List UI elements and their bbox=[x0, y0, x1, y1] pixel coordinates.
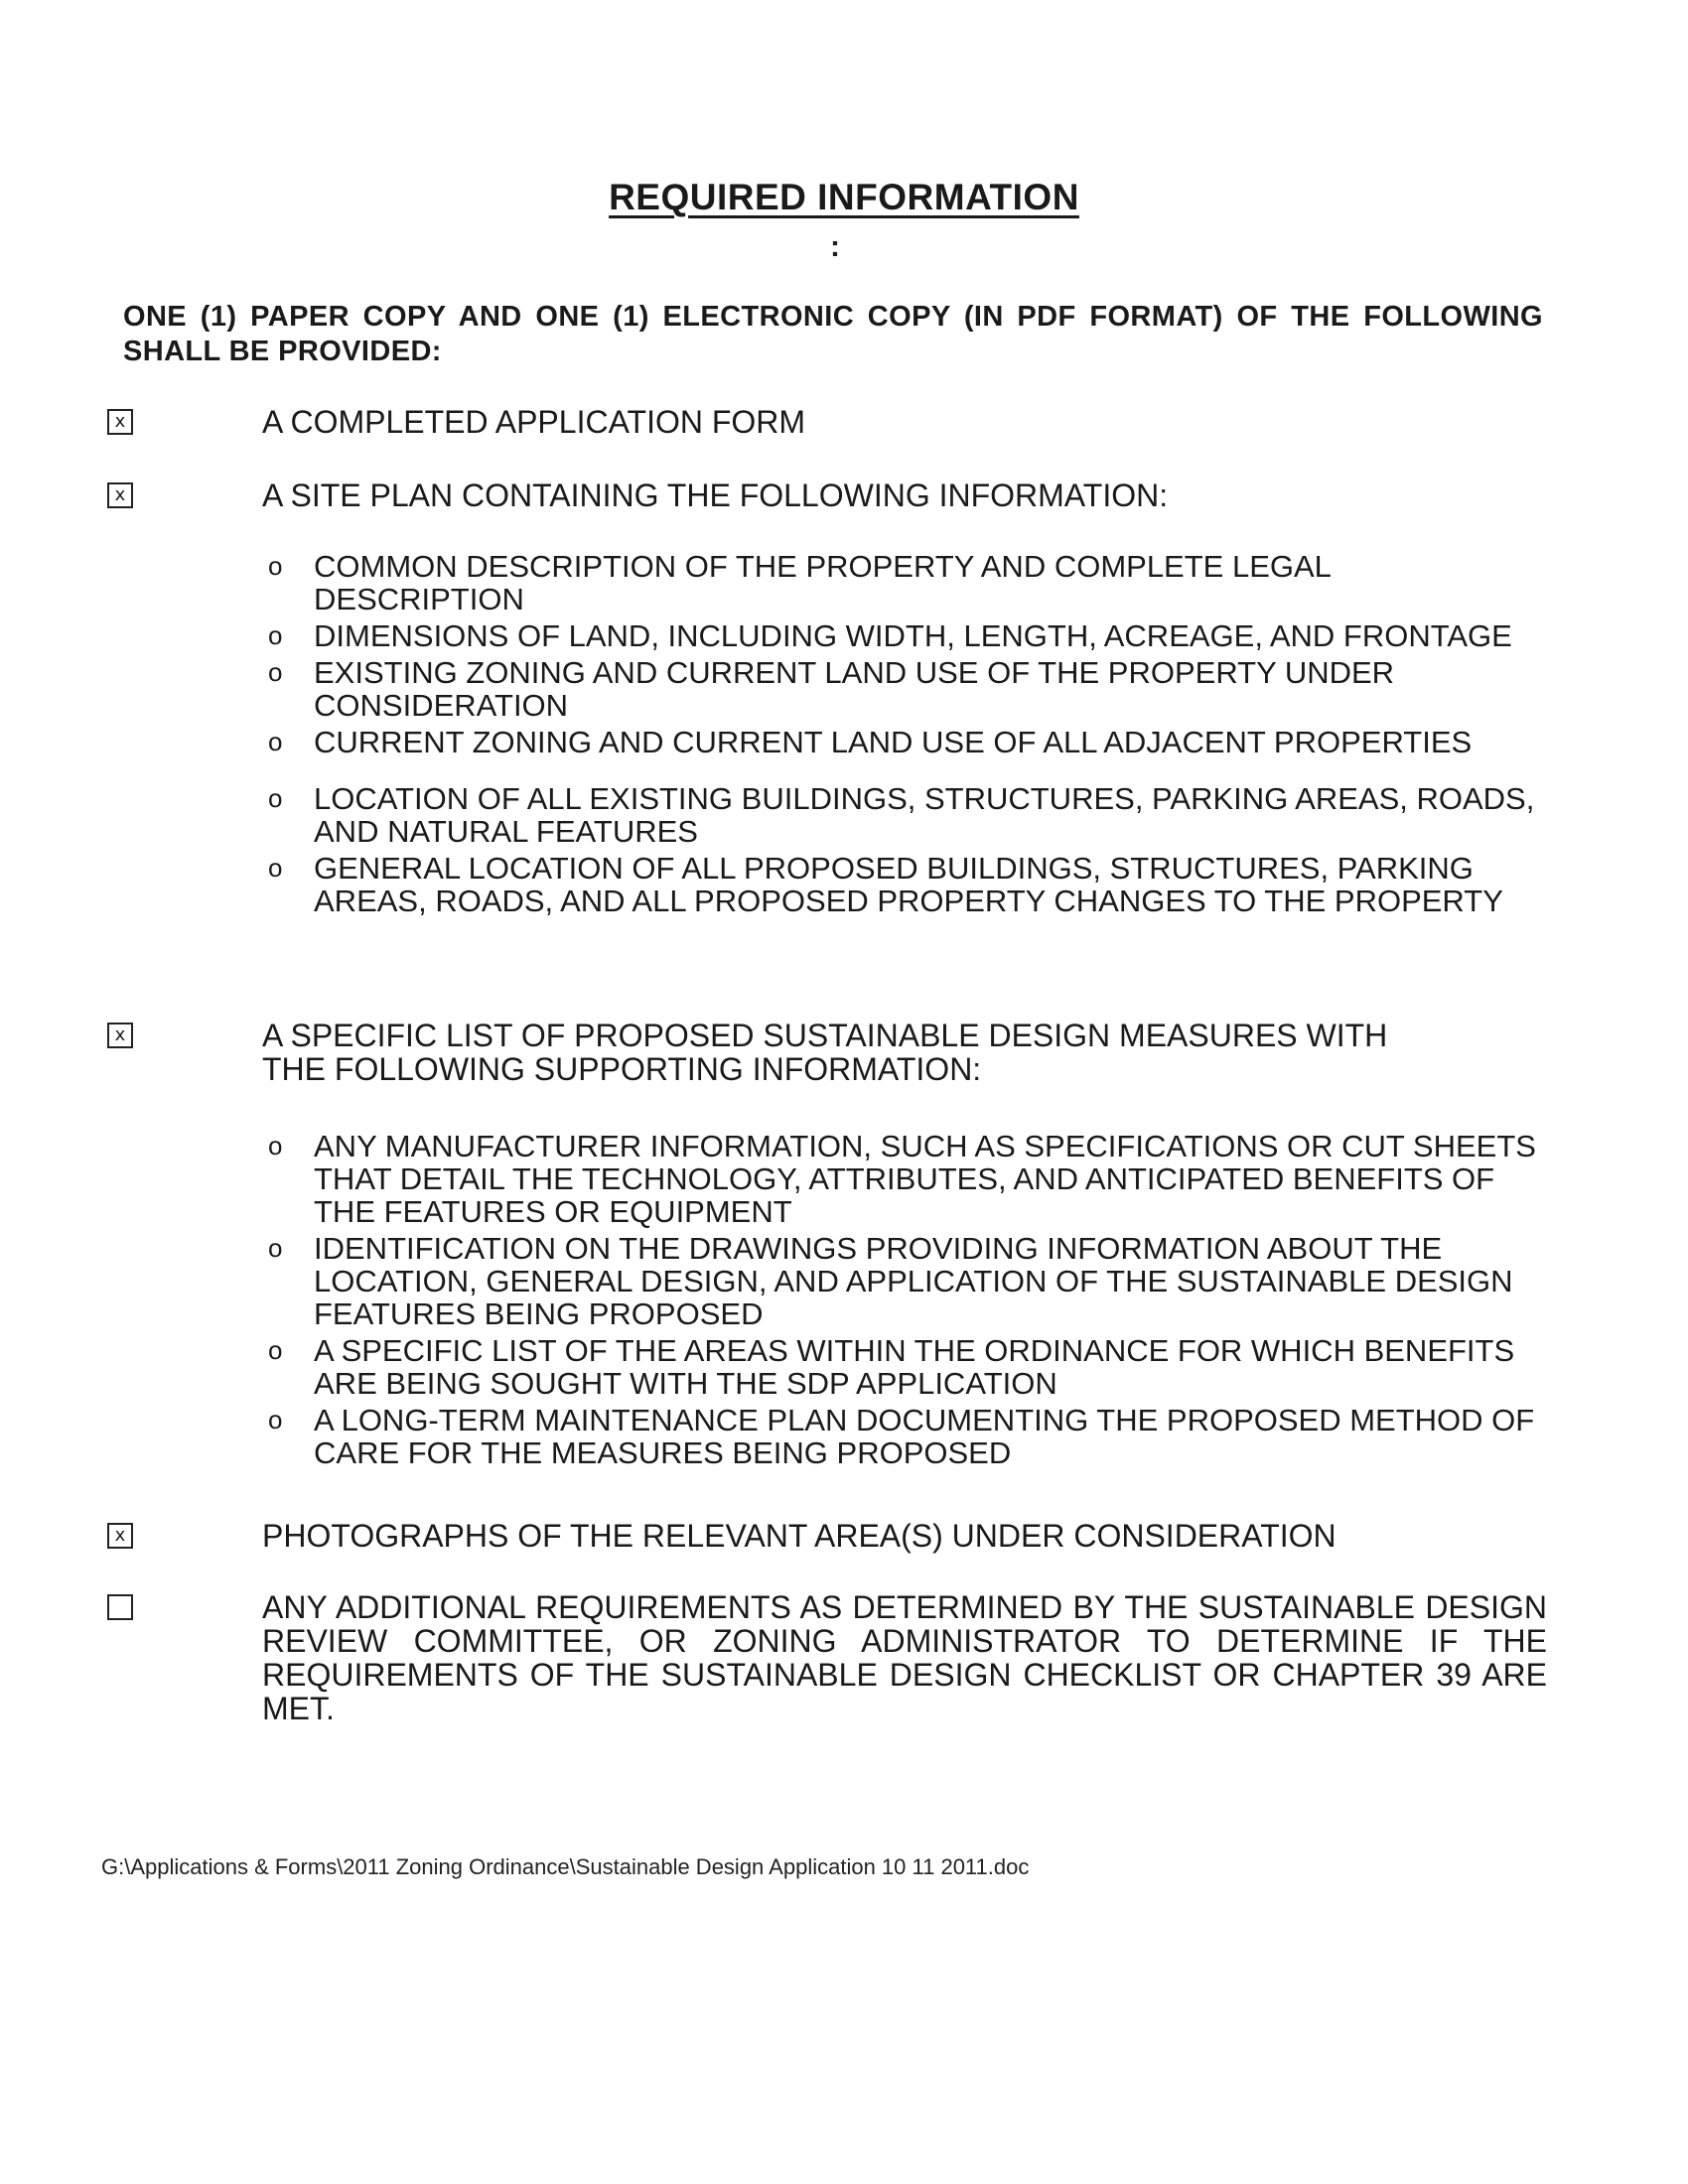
list-item bbox=[262, 782, 1547, 848]
list-item-text: A LONG-TERM MAINTENANCE PLAN DOCUMENTING THE PROPOSED METHOD OF CARE FOR THE MEASURES BEING PROPOSED bbox=[314, 1403, 1535, 1470]
list-item-text: GENERAL LOCATION OF ALL PROPOSED BUILDINGS, STRUCTURES, PARKING AREAS, ROADS, AND ALL PROPOSED PROPERTY CHANGES TO THE PROPERTY bbox=[314, 851, 1503, 918]
page-title bbox=[0, 177, 1688, 218]
intro-text: ONE (1) PAPER COPY AND ONE (1) ELECTRONIC COPY (IN PDF FORMAT) OF THE FOLLOWING SHALL BE PROVIDED: bbox=[123, 301, 1543, 367]
checkbox-checked[interactable]: x bbox=[107, 1523, 133, 1549]
bullet-icon: o bbox=[268, 1131, 283, 1160]
list-item-text: A SPECIFIC LIST OF THE AREAS WITHIN THE ORDINANCE FOR WHICH BENEFITS ARE BEING SOUGHT WITH THE SDP APPLICATION bbox=[314, 1333, 1515, 1401]
list-item-text: IDENTIFICATION ON THE DRAWINGS PROVIDING INFORMATION ABOUT THE LOCATION, GENERAL DESIGN, AND APPLICATION OF THE SUSTAINABLE DESIGN FEATURES BEING PROPOSED bbox=[314, 1231, 1513, 1331]
sustainable-measures-subitem-list bbox=[262, 1130, 1547, 1473]
checkbox-checked[interactable]: x bbox=[107, 1023, 133, 1048]
bullet-icon: o bbox=[268, 783, 283, 813]
file-path-footer: G:\Applications & Forms\2011 Zoning Ordinance\Sustainable Design Application 10 11 2011.doc bbox=[101, 1854, 1030, 1879]
list-item bbox=[262, 1232, 1547, 1330]
bullet-icon: o bbox=[268, 727, 283, 756]
checkbox-unchecked[interactable] bbox=[107, 1594, 133, 1620]
bullet-icon: o bbox=[268, 1335, 283, 1365]
requirement-text: PHOTOGRAPHS OF THE RELEVANT AREA(S) UNDER CONSIDERATION bbox=[262, 1518, 1336, 1554]
checkbox-checked[interactable]: x bbox=[107, 409, 133, 435]
site-plan-subitem-list bbox=[262, 550, 1547, 921]
requirement-text: ANY ADDITIONAL REQUIREMENTS AS DETERMINED BY THE SUSTAINABLE DESIGN REVIEW COMMITTEE, OR ZONING ADMINISTRATOR TO DETERMINE IF THE REQUIREMENTS OF THE SUSTAINABLE DESIGN CHECKLIST OR CHAPTER 39 ARE MET. bbox=[262, 1589, 1547, 1726]
requirement-text: A COMPLETED APPLICATION FORM bbox=[262, 404, 806, 440]
list-item bbox=[262, 656, 1547, 722]
title-mark: : bbox=[830, 230, 840, 263]
list-item-text: COMMON DESCRIPTION OF THE PROPERTY AND COMPLETE LEGAL DESCRIPTION bbox=[314, 549, 1331, 616]
page-title-text: REQUIRED INFORMATION bbox=[609, 177, 1079, 217]
bullet-icon: o bbox=[268, 657, 283, 687]
list-item bbox=[262, 1130, 1547, 1228]
list-item bbox=[262, 1404, 1547, 1469]
list-item bbox=[262, 550, 1547, 615]
list-item bbox=[262, 1334, 1547, 1400]
list-item bbox=[262, 726, 1547, 758]
bullet-icon: o bbox=[268, 1233, 283, 1263]
bullet-icon: o bbox=[268, 551, 283, 581]
requirement-text: A SPECIFIC LIST OF PROPOSED SUSTAINABLE DESIGN MEASURES WITH THE FOLLOWING SUPPORTING INFORMATION: bbox=[262, 1018, 1388, 1087]
list-item-text: LOCATION OF ALL EXISTING BUILDINGS, STRUCTURES, PARKING AREAS, ROADS, AND NATURAL FEATURES bbox=[314, 781, 1535, 849]
bullet-icon: o bbox=[268, 853, 283, 883]
list-item-text: CURRENT ZONING AND CURRENT LAND USE OF ALL ADJACENT PROPERTIES bbox=[314, 725, 1473, 759]
list-item bbox=[262, 619, 1547, 652]
list-item bbox=[262, 852, 1547, 917]
bullet-icon: o bbox=[268, 1405, 283, 1434]
list-item-text: EXISTING ZONING AND CURRENT LAND USE OF THE PROPERTY UNDER CONSIDERATION bbox=[314, 655, 1395, 723]
list-item-text: DIMENSIONS OF LAND, INCLUDING WIDTH, LENGTH, ACREAGE, AND FRONTAGE bbox=[314, 618, 1512, 653]
requirement-text: A SITE PLAN CONTAINING THE FOLLOWING INFORMATION: bbox=[262, 478, 1169, 513]
list-item-text: ANY MANUFACTURER INFORMATION, SUCH AS SPECIFICATIONS OR CUT SHEETS THAT DETAIL THE TECHNOLOGY, ATTRIBUTES, AND ANTICIPATED BENEFITS OF THE FEATURES OR EQUIPMENT bbox=[314, 1129, 1536, 1229]
checkbox-checked[interactable]: x bbox=[107, 482, 133, 508]
bullet-icon: o bbox=[268, 620, 283, 650]
